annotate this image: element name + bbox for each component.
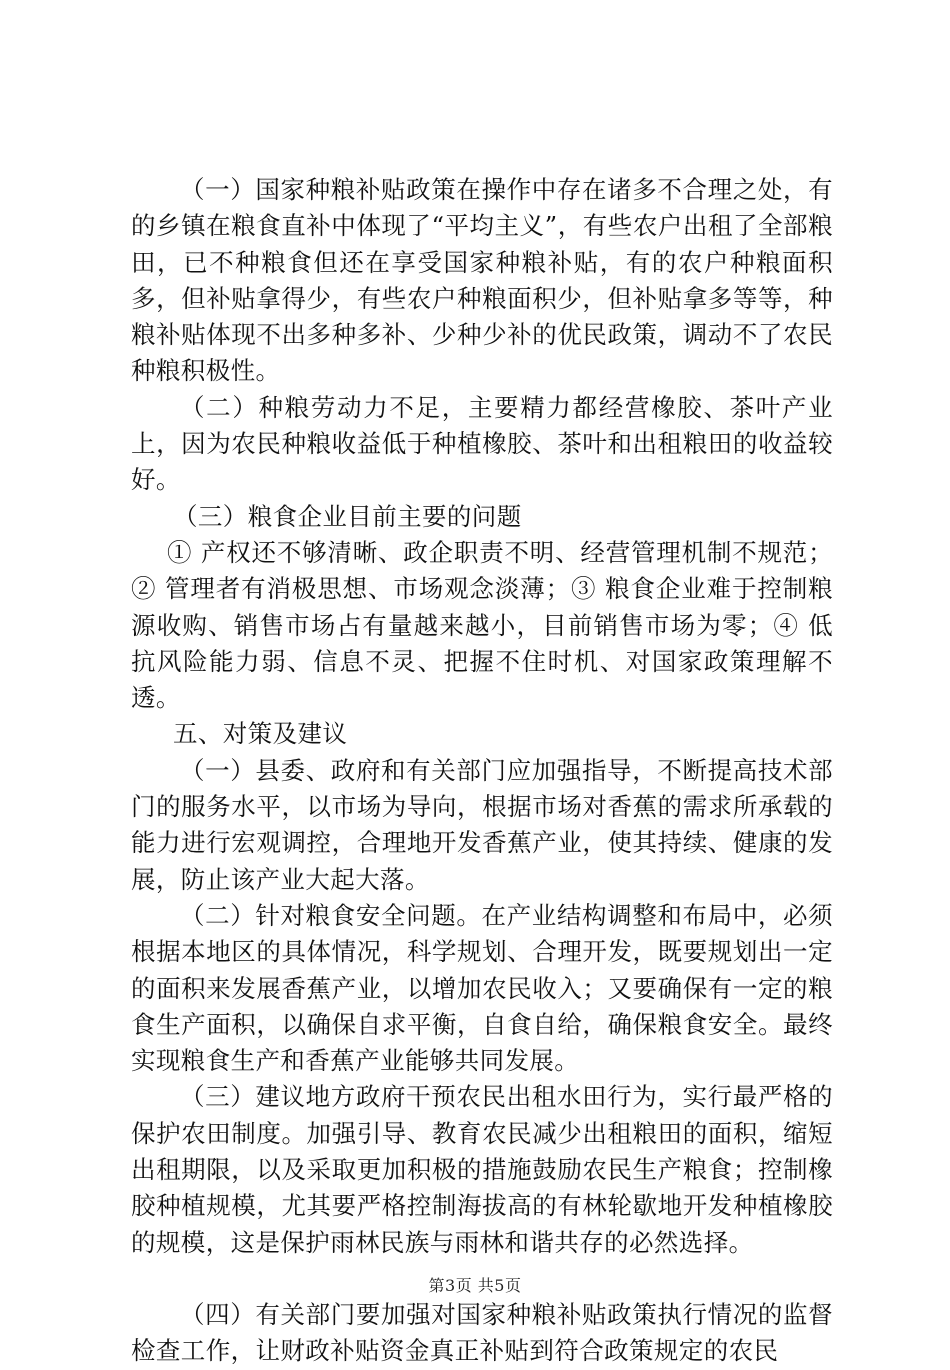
document-body	[131, 172, 833, 1370]
paragraph-supervision: （四）有关部门要加强对国家种粮补贴政策执行情况的监督检查工作，让财政补贴资金真正补贴到符合政策规定的农民	[131, 1299, 833, 1366]
section-heading-countermeasures: 五、对策及建议	[173, 719, 348, 749]
page-number-footer: 第3页 共5页	[428, 1276, 522, 1295]
paragraph-grain-enterprise-problems: ① 产权还不够清晰、政企职责不明、经营管理机制不规范；② 管理者有消极思想、市场观念淡薄；③ 粮食企业难于控制粮源收购、销售市场占有量越来越小，目前销售市场为零；④ 低抗风险能力弱、信息不灵、把握不住时机、对国家政策理解不透。	[131, 537, 833, 713]
paragraph-grain-subsidy-issues: （一）国家种粮补贴政策在操作中存在诸多不合理之处，有的乡镇在粮食直补中体现了“平均主义”，有些农户出租了全部粮田，已不种粮食但还在享受国家种粮补贴，有的农户种粮面积多，但补贴拿得少，有些农户种粮面积少，但补贴拿多等等，种粮补贴体现不出多种多补、少种少补的优民政策，调动不了农民种粮积极性。	[131, 175, 833, 386]
paragraph-guidance: （一）县委、政府和有关部门应加强指导，不断提高技术部门的服务水平，以市场为导向，根据市场对香蕉的需求所承载的能力进行宏观调控，合理地开发香蕉产业，使其持续、健康的发展，防止该产业大起大落。	[131, 755, 833, 894]
paragraph-farmland-protection: （三）建议地方政府干预农民出租水田行为，实行最严格的保护农田制度。加强引导、教育农民减少出租粮田的面积，缩短出租期限，以及采取更加积极的措施鼓励农民生产粮食；控制橡胶种植规模，尤其要严格控制海拔高的有林轮歇地开发种植橡胶的规模，这是保护雨林民族与雨林和谐共存的必然选择。	[131, 1082, 833, 1257]
paragraph-labor-shortage: （二）种粮劳动力不足，主要精力都经营橡胶、茶叶产业上，因为农民种粮收益低于种植橡胶、茶叶和出租粮田的收益较好。	[131, 392, 833, 495]
paragraph-food-security: （二）针对粮食安全问题。在产业结构调整和布局中，必须根据本地区的具体情况，科学规划、合理开发，既要规划出一定的面积来发展香蕉产业，以增加农民收入；又要确保有一定的粮食生产面积，以确保自求平衡，自食自给，确保粮食安全。最终实现粮食生产和香蕉产业能够共同发展。	[131, 900, 833, 1076]
paragraph-grain-enterprise-heading: （三）粮食企业目前主要的问题	[173, 501, 522, 531]
